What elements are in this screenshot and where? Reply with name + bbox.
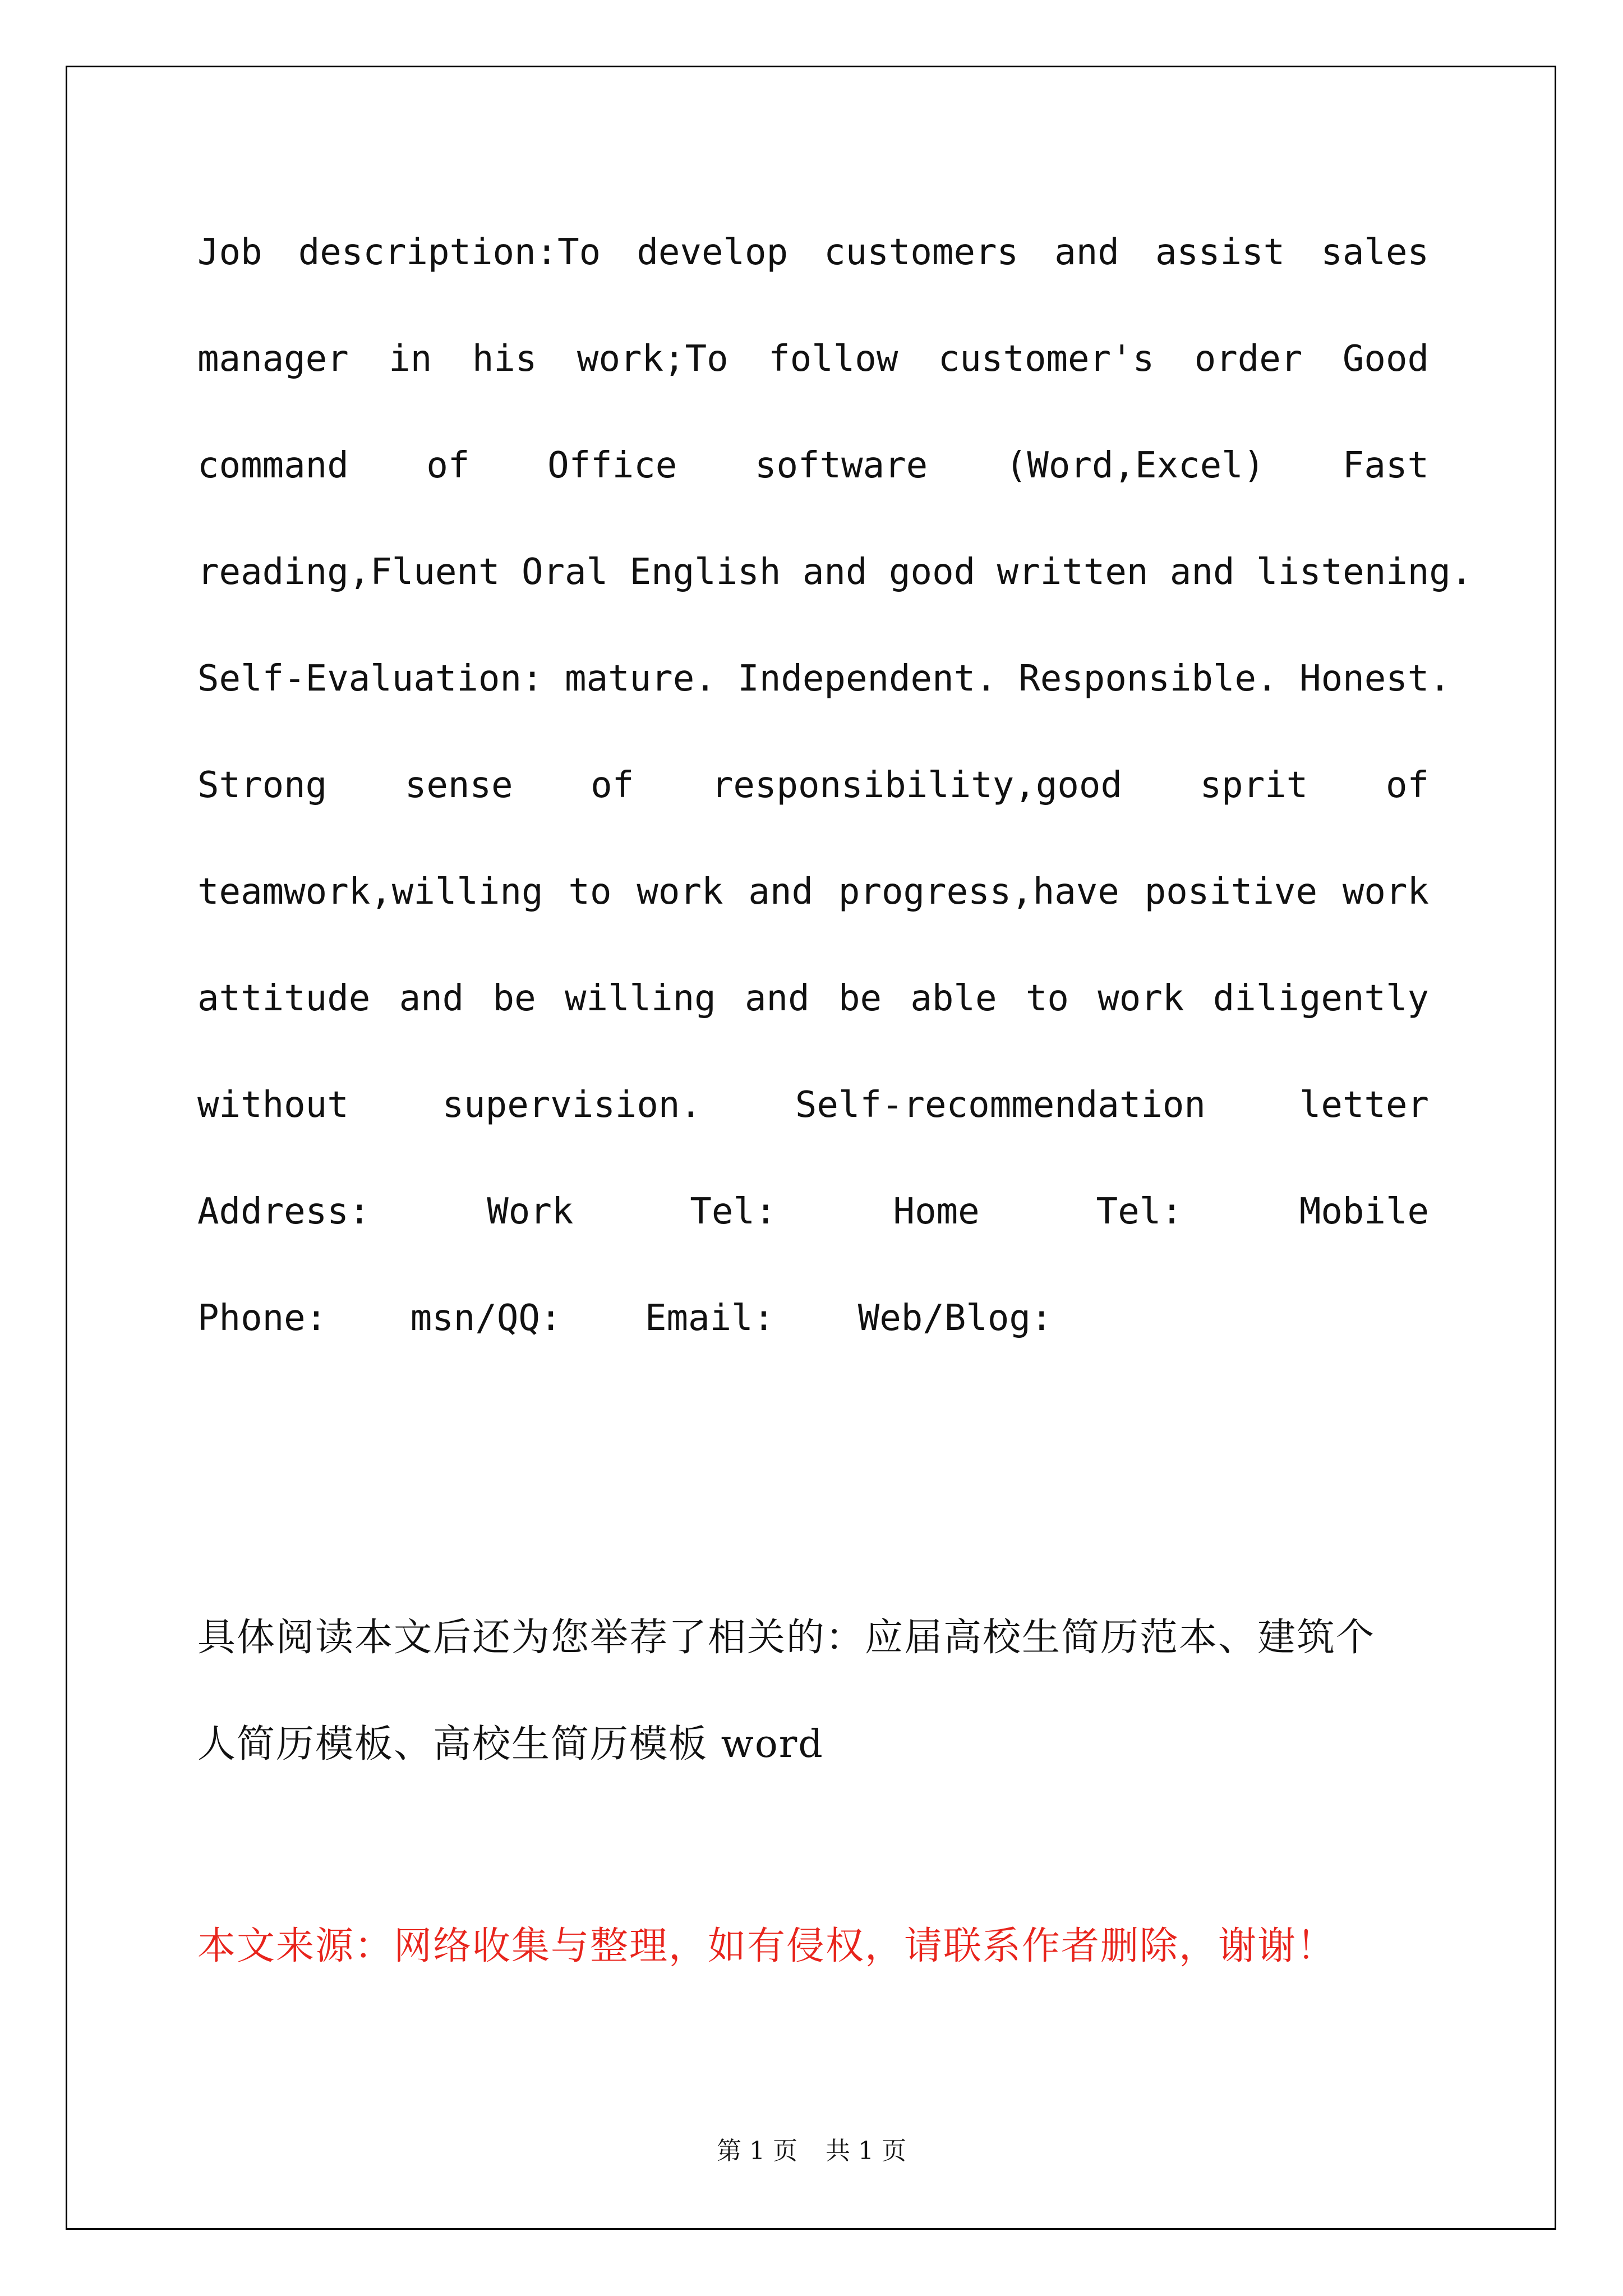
recommend-line: 具体阅读本文后还为您举荐了相关的：应届高校生简历范本、建筑个 [197, 1616, 1376, 1660]
spacer [197, 1391, 1429, 1604]
page-number: 第 1 页 [717, 2137, 797, 2165]
page-total: 共 1 页 [826, 2137, 906, 2165]
document-body [197, 219, 1473, 2019]
recommend-line: 人简历模板、高校生简历模板 word [197, 1722, 824, 1766]
source-note: 本文来源：网络收集与整理，如有侵权，请联系作者删除，谢谢！ [197, 1924, 1336, 1968]
body-line: Phone: msn/QQ: Email: Web/Blog: [197, 1297, 1053, 1339]
body-line: command of Office software (Word,Excel) Fast [197, 445, 1429, 486]
body-line: manager in his work;To follow customer's order Good [197, 338, 1429, 380]
body-line: teamwork,willing to work and progress,have positive work [197, 871, 1429, 913]
spacer [197, 1818, 1429, 1913]
body-line: Job description:To develop customers and assist sales [197, 232, 1429, 273]
page-footer [0, 2131, 1623, 2166]
body-line: reading,Fluent Oral English and good written and listening. [197, 551, 1473, 593]
body-line: without supervision. Self-recommendation letter [197, 1084, 1429, 1126]
body-line: attitude and be willing and be able to work diligently [197, 978, 1429, 1019]
body-line: Address: Work Tel: Home Tel: Mobile [197, 1191, 1429, 1232]
body-line: Self-Evaluation: mature. Independent. Responsible. Honest. [197, 658, 1451, 700]
body-line: Strong sense of responsibility,good sprit of [197, 765, 1429, 806]
